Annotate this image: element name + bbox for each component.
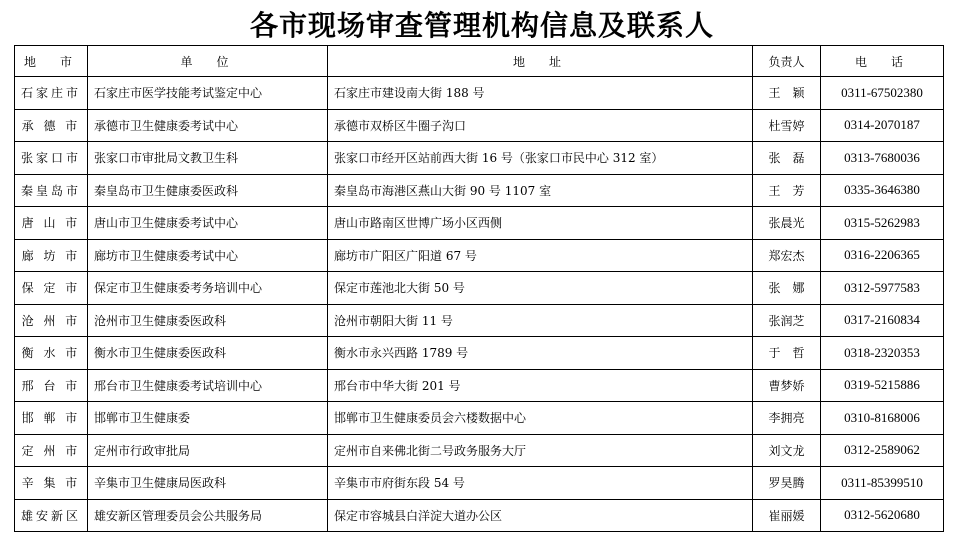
page-title: 各市现场审查管理机构信息及联系人 (249, 9, 714, 42)
person-cell: 李拥亮 (753, 402, 821, 435)
unit-cell: 辛集市卫生健康局医政科 (88, 467, 328, 500)
person-cell: 张 娜 (753, 272, 821, 305)
city-cell: 保 定 市 (15, 272, 88, 305)
unit-cell: 保定市卫生健康委考务培训中心 (88, 272, 328, 305)
unit-cell: 石家庄市医学技能考试鉴定中心 (88, 77, 328, 110)
city-cell: 张家口市 (15, 142, 88, 175)
table-row (15, 272, 944, 305)
person-cell: 于 哲 (753, 337, 821, 370)
city-cell: 邢 台 市 (15, 369, 88, 402)
column-header-unit: 单 位 (88, 46, 328, 77)
person-cell: 王 芳 (753, 174, 821, 207)
address-cell: 秦皇岛市海港区燕山大街 90 号 1107 室 (328, 174, 753, 207)
person-cell: 杜雪婷 (753, 109, 821, 142)
table-row (15, 369, 944, 402)
person-cell: 曹梦娇 (753, 369, 821, 402)
unit-cell: 廊坊市卫生健康委考试中心 (88, 239, 328, 272)
table-row (15, 207, 944, 240)
address-cell: 辛集市市府街东段 54 号 (328, 467, 753, 500)
person-cell: 罗昊腾 (753, 467, 821, 500)
person-cell: 王 颖 (753, 77, 821, 110)
unit-cell: 唐山市卫生健康委考试中心 (88, 207, 328, 240)
unit-cell: 衡水市卫生健康委医政科 (88, 337, 328, 370)
phone-cell: 0315-5262983 (821, 207, 944, 240)
address-cell: 沧州市朝阳大街 11 号 (328, 304, 753, 337)
phone-cell: 0312-5977583 (821, 272, 944, 305)
phone-cell: 0319-5215886 (821, 369, 944, 402)
unit-cell: 承德市卫生健康委考试中心 (88, 109, 328, 142)
table-header-row (15, 46, 944, 77)
table-row (15, 174, 944, 207)
table-row (15, 434, 944, 467)
city-cell: 廊 坊 市 (15, 239, 88, 272)
unit-cell: 秦皇岛市卫生健康委医政科 (88, 174, 328, 207)
unit-cell: 雄安新区管理委员会公共服务局 (88, 499, 328, 532)
city-cell: 唐 山 市 (15, 207, 88, 240)
address-cell: 邯郸市卫生健康委员会六楼数据中心 (328, 402, 753, 435)
city-cell: 辛 集 市 (15, 467, 88, 500)
person-cell: 张 磊 (753, 142, 821, 175)
address-cell: 唐山市路南区世博广场小区西侧 (328, 207, 753, 240)
table-row (15, 239, 944, 272)
address-cell: 邢台市中华大街 201 号 (328, 369, 753, 402)
city-cell: 秦皇岛市 (15, 174, 88, 207)
city-cell: 衡 水 市 (15, 337, 88, 370)
table-row (15, 142, 944, 175)
address-cell: 保定市莲池北大街 50 号 (328, 272, 753, 305)
table-row (15, 304, 944, 337)
address-cell: 张家口市经开区站前西大街 16 号（张家口市民中心 312 室） (328, 142, 753, 175)
unit-cell: 定州市行政审批局 (88, 434, 328, 467)
table-row (15, 467, 944, 500)
column-header-address: 地 址 (328, 46, 753, 77)
phone-cell: 0310-8168006 (821, 402, 944, 435)
person-cell: 崔丽媛 (753, 499, 821, 532)
table-row (15, 499, 944, 532)
unit-cell: 张家口市审批局文教卫生科 (88, 142, 328, 175)
table-row (15, 402, 944, 435)
unit-cell: 沧州市卫生健康委医政科 (88, 304, 328, 337)
table-row (15, 109, 944, 142)
table-row (15, 77, 944, 110)
person-cell: 刘文龙 (753, 434, 821, 467)
contacts-table (14, 45, 944, 532)
unit-cell: 邢台市卫生健康委考试培训中心 (88, 369, 328, 402)
person-cell: 张晨光 (753, 207, 821, 240)
address-cell: 石家庄市建设南大街 188 号 (328, 77, 753, 110)
person-cell: 张润芝 (753, 304, 821, 337)
column-header-person: 负责人 (753, 46, 821, 77)
city-cell: 石家庄市 (15, 77, 88, 110)
city-cell: 邯 郸 市 (15, 402, 88, 435)
city-cell: 沧 州 市 (15, 304, 88, 337)
city-cell: 承 德 市 (15, 109, 88, 142)
city-cell: 雄安新区 (15, 499, 88, 532)
table-row (15, 337, 944, 370)
phone-cell: 0311-85399510 (821, 467, 944, 500)
phone-cell: 0312-2589062 (821, 434, 944, 467)
address-cell: 廊坊市广阳区广阳道 67 号 (328, 239, 753, 272)
address-cell: 衡水市永兴西路 1789 号 (328, 337, 753, 370)
address-cell: 定州市自来佛北街二号政务服务大厅 (328, 434, 753, 467)
phone-cell: 0316-2206365 (821, 239, 944, 272)
phone-cell: 0314-2070187 (821, 109, 944, 142)
phone-cell: 0312-5620680 (821, 499, 944, 532)
phone-cell: 0313-7680036 (821, 142, 944, 175)
unit-cell: 邯郸市卫生健康委 (88, 402, 328, 435)
column-header-phone: 电 话 (821, 46, 944, 77)
phone-cell: 0335-3646380 (821, 174, 944, 207)
city-cell: 定 州 市 (15, 434, 88, 467)
address-cell: 保定市容城县白洋淀大道办公区 (328, 499, 753, 532)
address-cell: 承德市双桥区牛圈子沟口 (328, 109, 753, 142)
column-header-city: 地 市 (15, 46, 88, 77)
phone-cell: 0317-2160834 (821, 304, 944, 337)
phone-cell: 0311-67502380 (821, 77, 944, 110)
person-cell: 郑宏杰 (753, 239, 821, 272)
phone-cell: 0318-2320353 (821, 337, 944, 370)
